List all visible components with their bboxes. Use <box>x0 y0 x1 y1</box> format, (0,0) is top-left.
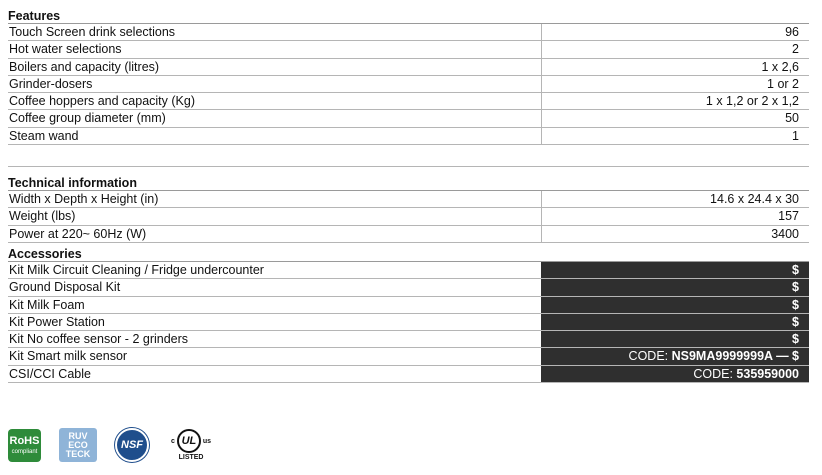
table-row <box>8 128 809 145</box>
table-row <box>8 208 809 225</box>
row-value: 3400 <box>541 226 809 242</box>
accessories-table <box>8 262 809 383</box>
features-table <box>8 24 809 145</box>
row-label: Coffee group diameter (mm) <box>9 111 166 126</box>
row-value: 1 x 1,2 or 2 x 1,2 <box>541 93 809 109</box>
technical-title: Technical information <box>8 175 809 191</box>
row-value: $ <box>541 297 809 313</box>
table-row <box>8 59 809 76</box>
section-divider <box>8 145 809 167</box>
table-row <box>8 331 809 348</box>
table-row <box>8 314 809 331</box>
row-value: 1 or 2 <box>541 76 809 92</box>
row-value: 1 x 2,6 <box>541 59 809 75</box>
row-label: Kit Milk Circuit Cleaning / Fridge undercounter <box>9 262 264 277</box>
row-value: CODE: 535959000 <box>541 366 809 382</box>
row-label: Touch Screen drink selections <box>9 25 176 39</box>
row-value: 1 <box>541 128 809 144</box>
table-row <box>8 226 809 243</box>
row-label: Ground Disposal Kit <box>9 280 121 295</box>
row-value: $ <box>541 314 809 330</box>
row-value: $ <box>541 262 809 278</box>
rohs-logo-icon: RoHS compliant <box>8 429 41 462</box>
row-label: Width x Depth x Height (in) <box>9 192 159 207</box>
table-row <box>8 348 809 365</box>
table-row <box>8 76 809 93</box>
row-value: 14.6 x 24.4 x 30 <box>541 191 809 207</box>
row-label: Power at 220~ 60Hz (W) <box>9 226 147 241</box>
row-label: Kit No coffee sensor - 2 grinders <box>9 332 189 347</box>
row-value: 50 <box>541 110 809 126</box>
row-label: Kit Milk Foam <box>9 297 85 312</box>
row-label: Coffee hoppers and capacity (Kg) <box>9 94 195 109</box>
row-label: Grinder-dosers <box>9 76 93 91</box>
row-label: Steam wand <box>9 128 79 143</box>
table-row <box>8 191 809 208</box>
table-row <box>8 297 809 314</box>
technical-table <box>8 191 809 243</box>
certification-logos <box>8 428 211 462</box>
row-label: CSI/CCI Cable <box>9 366 91 381</box>
table-row <box>8 262 809 279</box>
row-label: Hot water selections <box>9 42 122 57</box>
nsf-logo-icon: NSF <box>115 428 149 462</box>
row-value: 157 <box>541 208 809 224</box>
spec-sheet <box>8 8 809 383</box>
row-value: 96 <box>541 24 809 40</box>
row-value: $ <box>541 279 809 295</box>
row-label: Boilers and capacity (litres) <box>9 59 160 74</box>
table-row <box>8 41 809 58</box>
table-row <box>8 110 809 127</box>
table-row <box>8 366 809 383</box>
table-row <box>8 93 809 110</box>
row-label: Kit Power Station <box>9 314 105 329</box>
table-row <box>8 24 809 41</box>
row-value: CODE: NS9MA9999999A — $ <box>541 348 809 364</box>
row-label: Weight (lbs) <box>9 209 76 224</box>
ruv-eco-teck-logo-icon: RUV ECO TECK <box>59 428 97 462</box>
ul-listed-logo-icon: c UL us LISTED <box>171 429 211 461</box>
row-value: $ <box>541 331 809 347</box>
accessories-title: Accessories <box>8 246 809 262</box>
row-label: Kit Smart milk sensor <box>9 349 128 364</box>
features-title: Features <box>8 8 809 24</box>
table-row <box>8 279 809 296</box>
row-value: 2 <box>541 41 809 57</box>
